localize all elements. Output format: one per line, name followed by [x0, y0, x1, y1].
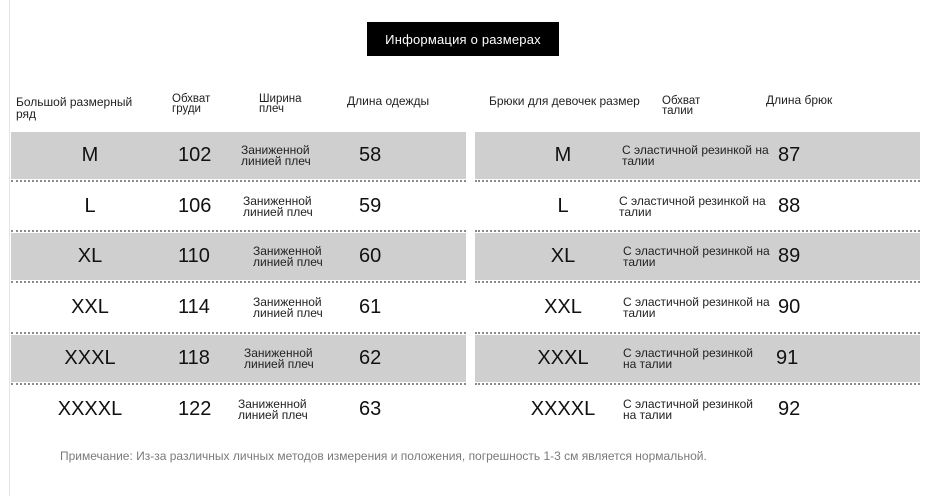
- shoulder-line2: линией плеч: [244, 356, 314, 371]
- row-separator: [475, 281, 920, 283]
- row-separator: [475, 332, 920, 334]
- chest-cell: 110: [178, 245, 210, 267]
- size-cell: M: [81, 144, 99, 166]
- row-separator: [475, 180, 920, 182]
- length-cell: 60: [359, 245, 382, 267]
- table-row: [11, 132, 466, 179]
- row-separator: [11, 180, 466, 182]
- waist-cell: [623, 284, 770, 331]
- left-header-chest-line2: груди: [172, 103, 201, 115]
- waist-line2: на талии: [623, 407, 673, 422]
- table-row: [475, 386, 920, 433]
- table-row: [475, 284, 920, 331]
- waist-line2: талии: [622, 153, 655, 168]
- row-separator: [475, 230, 920, 232]
- shoulder-cell: [243, 183, 313, 230]
- shoulder-line1: Заниженной: [241, 142, 310, 157]
- left-header-shoulder-line2: плеч: [259, 103, 284, 115]
- left-header-size-line1: Большой размерный: [16, 95, 133, 109]
- length-cell: 62: [359, 347, 382, 369]
- shoulder-cell: [238, 386, 308, 433]
- table-row: [475, 335, 920, 382]
- waist-line1: С эластичной резинкой: [623, 396, 754, 411]
- left-header-length: Длина одежды: [347, 94, 430, 108]
- shoulder-line1: Заниженной: [243, 193, 312, 208]
- shoulder-line1: Заниженной: [253, 243, 322, 258]
- length-cell: 90: [778, 296, 801, 318]
- chest-cell: 122: [178, 398, 212, 420]
- left-header-chest-line1: Обхват: [172, 93, 211, 105]
- waist-line2: на талии: [623, 356, 673, 371]
- right-header-length: Длина брюк: [766, 93, 833, 107]
- table-row: [11, 284, 466, 331]
- size-cell: M: [554, 144, 572, 166]
- right-header-waist-line1: Обхват: [662, 95, 701, 107]
- size-cell: XXXXL: [530, 398, 596, 420]
- row-separator: [475, 383, 920, 385]
- shoulder-line1: Заниженной: [244, 345, 313, 360]
- left-header-shoulder-line1: Ширина: [259, 93, 302, 105]
- left-header-chest: [172, 94, 210, 114]
- size-cell: XXXL: [537, 347, 589, 369]
- shoulder-cell: [253, 233, 323, 280]
- shoulder-cell: [241, 132, 311, 179]
- size-cell: XXL: [544, 296, 582, 318]
- length-cell: 61: [359, 296, 382, 318]
- length-cell: 58: [359, 144, 382, 166]
- right-header-size: Брюки для девочек размер: [489, 94, 640, 108]
- size-cell: XXL: [71, 296, 109, 318]
- waist-line1: С эластичной резинкой на: [623, 243, 770, 258]
- shoulder-line1: Заниженной: [238, 396, 307, 411]
- size-cell: L: [557, 195, 569, 217]
- table-row: [11, 183, 466, 230]
- shoulder-line2: линией плеч: [238, 407, 308, 422]
- chest-cell: 106: [178, 195, 212, 217]
- waist-line1: С эластичной резинкой на: [619, 193, 766, 208]
- table-row: [11, 335, 466, 382]
- left-header-size: [16, 96, 132, 120]
- length-cell: 59: [359, 195, 382, 217]
- length-cell: 91: [776, 347, 799, 369]
- right-header-waist: [662, 96, 700, 116]
- chest-cell: 118: [178, 347, 210, 369]
- length-cell: 89: [778, 245, 801, 267]
- waist-cell: [623, 233, 770, 280]
- left-header-shoulder: [259, 94, 302, 114]
- waist-line1: С эластичной резинкой на: [622, 142, 769, 157]
- shoulder-line2: линией плеч: [253, 254, 323, 269]
- row-separator: [11, 383, 466, 385]
- table-row: [11, 386, 466, 433]
- shoulder-cell: [253, 284, 323, 331]
- waist-cell: [623, 386, 753, 433]
- waist-cell: [619, 183, 766, 230]
- row-separator: [11, 332, 466, 334]
- waist-line2: талии: [623, 254, 656, 269]
- table-row: [475, 233, 920, 280]
- shoulder-line2: линией плеч: [243, 204, 313, 219]
- size-cell: XXXL: [64, 347, 116, 369]
- table-row: [475, 183, 920, 230]
- table-row: [475, 132, 920, 179]
- waist-cell: [622, 132, 769, 179]
- measurement-note: Примечание: Из-за различных личных методов измерения и положения, погрешность 1-3 см является нормальной.: [60, 449, 707, 463]
- size-cell: XXXXL: [57, 398, 123, 420]
- length-cell: 88: [778, 195, 801, 217]
- waist-line2: талии: [623, 305, 656, 320]
- size-cell: L: [84, 195, 96, 217]
- chest-cell: 102: [178, 144, 212, 166]
- chest-cell: 114: [178, 296, 210, 318]
- table-row: [11, 233, 466, 280]
- shoulder-line2: линией плеч: [253, 305, 323, 320]
- size-cell: XL: [550, 245, 576, 267]
- right-header-waist-line2: талии: [662, 105, 694, 117]
- length-cell: 87: [778, 144, 801, 166]
- waist-cell: [623, 335, 753, 382]
- row-separator: [11, 281, 466, 283]
- length-cell: 63: [359, 398, 382, 420]
- shoulder-line2: линией плеч: [241, 153, 311, 168]
- shoulder-cell: [244, 335, 314, 382]
- length-cell: 92: [778, 398, 801, 420]
- waist-line1: С эластичной резинкой: [623, 345, 754, 360]
- row-separator: [11, 230, 466, 232]
- page-border: [9, 0, 10, 496]
- size-cell: XL: [77, 245, 103, 267]
- page-title: Информация о размерах: [367, 22, 559, 56]
- waist-line2: талии: [619, 204, 652, 219]
- shoulder-line1: Заниженной: [253, 294, 322, 309]
- waist-line1: С эластичной резинкой на: [623, 294, 770, 309]
- left-header-size-line2: ряд: [16, 107, 37, 121]
